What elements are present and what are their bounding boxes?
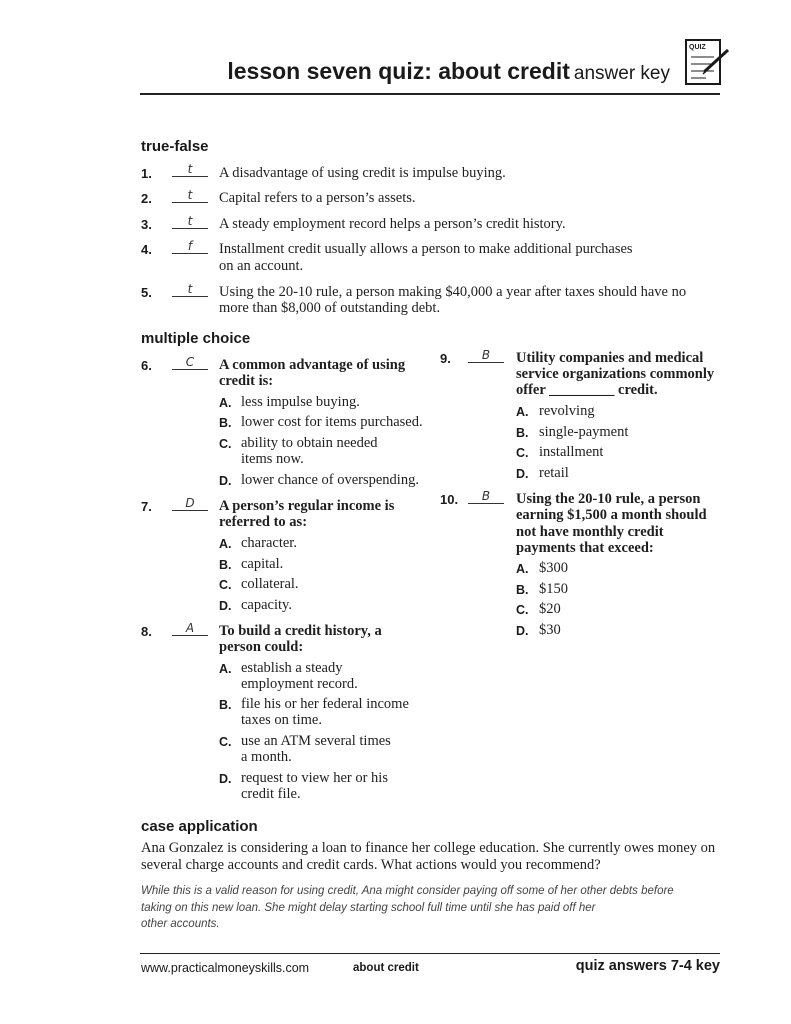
option-letter: B.	[219, 698, 232, 712]
option-letter: D.	[219, 474, 232, 488]
question-text-line: Utility companies and medical	[516, 350, 704, 366]
question-text-line: more than $8,000 of outstanding debt.	[219, 300, 441, 316]
footer-divider	[140, 953, 720, 954]
section-heading-multiple-choice: multiple choice	[141, 330, 251, 347]
option-letter: A.	[516, 405, 529, 419]
question-text-line: Installment credit usually allows a person to make additional purchases	[219, 241, 633, 257]
option-text: employment record.	[241, 676, 358, 692]
question-text-line: credit is:	[219, 373, 274, 389]
footer-page-label: quiz answers 7-4 key	[575, 958, 720, 974]
title-main: lesson seven quiz: about credit	[227, 58, 570, 84]
case-answer-line: taking on this new loan. She might delay starting school full time until she has paid off her	[141, 901, 596, 914]
question-text-line: earning $1,500 a month should	[516, 507, 707, 523]
option-text: capacity.	[241, 597, 292, 613]
option-letter: B.	[219, 416, 232, 430]
option-letter: D.	[516, 467, 529, 481]
option-text: $300	[539, 560, 568, 576]
question-text-line: payments that exceed:	[516, 540, 654, 556]
question-number: 4.	[141, 242, 152, 257]
option-text: ability to obtain needed	[241, 435, 378, 451]
question-number: 8.	[141, 624, 152, 639]
case-answer	[141, 883, 721, 933]
option-letter: C.	[516, 603, 529, 617]
quiz-notepad-icon	[684, 38, 732, 88]
option-text: use an ATM several times	[241, 733, 391, 749]
question-text-line: offer _________ credit.	[516, 382, 658, 398]
header-divider	[140, 93, 720, 95]
answer-blank: A	[172, 622, 208, 636]
option-text: taxes on time.	[241, 712, 322, 728]
question-text: A disadvantage of using credit is impulse buying.	[219, 165, 506, 181]
footer-url: www.practicalmoneyskills.com	[141, 961, 310, 975]
case-prompt: Ana Gonzalez is considering a loan to finance her college education. She currently owes money on several charge accounts and credit cards. What actions would you recommend?	[141, 840, 716, 873]
option-text: a month.	[241, 749, 292, 765]
question-number: 3.	[141, 217, 152, 232]
option-text: character.	[241, 535, 297, 551]
question-text-line: A common advantage of using	[219, 357, 406, 373]
question-number: 6.	[141, 358, 152, 373]
section-heading-true-false: true-false	[141, 138, 209, 155]
answer-blank: f	[172, 240, 208, 254]
option-text: retail	[539, 465, 569, 481]
option-text: $150	[539, 581, 568, 597]
section-heading-case-application: case application	[141, 818, 258, 835]
question-number: 9.	[440, 351, 451, 366]
question-number: 5.	[141, 285, 152, 300]
answer-blank: t	[172, 189, 208, 203]
answer-blank: C	[172, 356, 208, 370]
option-letter: D.	[516, 624, 529, 638]
answer-blank: t	[172, 215, 208, 229]
option-letter: B.	[219, 558, 232, 572]
svg-text:QUIZ: QUIZ	[689, 44, 706, 51]
option-letter: D.	[219, 599, 232, 613]
option-text: credit file.	[241, 786, 301, 802]
option-text: items now.	[241, 451, 304, 467]
answer-blank: t	[172, 163, 208, 177]
option-letter: C.	[219, 735, 232, 749]
option-text: $20	[539, 601, 561, 617]
answer-blank: D	[172, 497, 208, 511]
option-text: collateral.	[241, 576, 299, 592]
option-text: request to view her or his	[241, 770, 388, 786]
question-number: 1.	[141, 166, 152, 181]
option-letter: B.	[516, 583, 529, 597]
option-letter: A.	[219, 537, 232, 551]
option-text: lower cost for items purchased.	[241, 414, 423, 430]
option-letter: D.	[219, 772, 232, 786]
question-text-line: on an account.	[219, 258, 304, 274]
option-letter: A.	[219, 662, 232, 676]
question-text-line: referred to as:	[219, 514, 308, 530]
question-text-line: A person’s regular income is	[219, 498, 395, 514]
option-letter: A.	[516, 562, 529, 576]
case-answer-line: other accounts.	[141, 918, 220, 930]
question-text-line: service organizations commonly	[516, 366, 715, 382]
question-text-line: person could:	[219, 639, 304, 655]
question-text-line: To build a credit history, a	[219, 623, 382, 639]
title-sub: answer key	[573, 63, 670, 84]
answer-blank: B	[468, 490, 504, 504]
question-text: A steady employment record helps a person’s credit history.	[219, 216, 566, 232]
option-text: file his or her federal income	[241, 696, 409, 712]
option-letter: C.	[219, 437, 232, 451]
option-text: establish a steady	[241, 660, 343, 676]
footer-topic: about credit	[353, 962, 419, 974]
question-text-line: not have monthly credit	[516, 524, 664, 540]
question-number: 7.	[141, 499, 152, 514]
option-letter: C.	[516, 446, 529, 460]
option-letter: C.	[219, 578, 232, 592]
option-letter: B.	[516, 426, 529, 440]
answer-blank: t	[172, 283, 208, 297]
option-text: installment	[539, 444, 604, 460]
option-text: revolving	[539, 403, 595, 419]
answer-blank: B	[468, 349, 504, 363]
question-text-line: Using the 20-10 rule, a person making $40,000 a year after taxes should have no	[219, 284, 687, 300]
option-text: less impulse buying.	[241, 394, 360, 410]
option-text: lower chance of overspending.	[241, 472, 419, 488]
question-number: 2.	[141, 191, 152, 206]
option-text: single-payment	[539, 424, 629, 440]
page-title	[0, 58, 670, 85]
question-text: Capital refers to a person’s assets.	[219, 190, 416, 206]
question-text-line: Using the 20-10 rule, a person	[516, 491, 701, 507]
option-text: capital.	[241, 556, 284, 572]
option-letter: A.	[219, 396, 232, 410]
option-text: $30	[539, 622, 561, 638]
case-answer-line: While this is a valid reason for using credit, Ana might consider paying off some of her other debts before	[141, 885, 674, 897]
question-number: 10.	[440, 492, 459, 507]
